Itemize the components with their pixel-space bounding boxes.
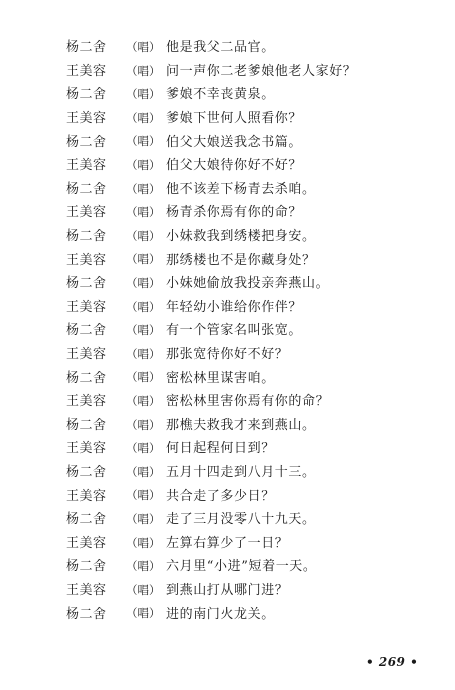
dialogue-line	[66, 154, 426, 178]
dialogue-line	[66, 414, 426, 438]
speaker-name: 杨二舍	[66, 323, 107, 339]
singing-mark: （唱）	[126, 87, 161, 102]
sung-line-text: 伯父大娘送我念书篇。	[166, 134, 303, 150]
speaker-name: 王美容	[66, 441, 107, 457]
dialogue-line	[66, 178, 426, 202]
singing-mark: （唱）	[126, 606, 161, 621]
sung-line-text: 小妹她偷放我投亲奔燕山。	[166, 276, 330, 292]
dialogue-line	[66, 225, 426, 249]
speaker-name: 王美容	[66, 347, 107, 363]
sung-line-text: 他是我父二品官。	[166, 40, 275, 56]
singing-mark: （唱）	[126, 323, 161, 338]
dialogue-line	[66, 319, 426, 343]
speaker-name: 王美容	[66, 488, 107, 504]
singing-mark: （唱）	[126, 275, 161, 290]
speaker-name: 杨二舍	[66, 512, 107, 528]
speaker-name: 王美容	[66, 394, 107, 410]
speaker-name: 杨二舍	[66, 40, 107, 56]
singing-mark: （唱）	[126, 535, 161, 550]
speaker-name: 杨二舍	[66, 87, 107, 103]
singing-mark: （唱）	[126, 110, 161, 125]
sung-line-text: 进的南门火龙关。	[166, 606, 275, 622]
singing-mark: （唱）	[126, 441, 161, 456]
speaker-name: 杨二舍	[66, 464, 107, 480]
sung-line-text: 那张宽待你好不好？	[166, 347, 289, 363]
speaker-name: 王美容	[66, 158, 107, 174]
speaker-name: 杨二舍	[66, 606, 107, 622]
dialogue-line	[66, 201, 426, 225]
speaker-name: 杨二舍	[66, 559, 107, 575]
dialogue-line	[66, 343, 426, 367]
singing-mark: （唱）	[126, 181, 161, 196]
sung-line-text: 到燕山打从哪门进？	[166, 582, 289, 598]
sung-line-text: 共合走了多少日？	[166, 488, 275, 504]
singing-mark: （唱）	[126, 63, 161, 78]
dialogue-line	[66, 107, 426, 131]
singing-mark: （唱）	[126, 158, 161, 173]
singing-mark: （唱）	[126, 370, 161, 385]
sung-line-text: 小妹救我到绣楼把身安。	[166, 229, 316, 245]
sung-line-text: 五月十四走到八月十三。	[166, 464, 316, 480]
singing-mark: （唱）	[126, 582, 161, 597]
speaker-name: 杨二舍	[66, 417, 107, 433]
speaker-name: 王美容	[66, 299, 107, 315]
speaker-name: 王美容	[66, 205, 107, 221]
sung-line-text: 有一个管家名叫张宽。	[166, 323, 303, 339]
speaker-name: 杨二舍	[66, 181, 107, 197]
dialogue-lines	[66, 36, 426, 626]
sung-line-text: 走了三月没零八十九天。	[166, 512, 316, 528]
speaker-name: 杨二舍	[66, 229, 107, 245]
sung-line-text: 何日起程何日到？	[166, 441, 275, 457]
speaker-name: 王美容	[66, 252, 107, 268]
sung-line-text: 伯父大娘待你好不好？	[166, 158, 303, 174]
dialogue-line	[66, 437, 426, 461]
dialogue-line	[66, 83, 426, 107]
dialogue-line	[66, 248, 426, 272]
singing-mark: （唱）	[126, 488, 161, 503]
singing-mark: （唱）	[126, 205, 161, 220]
dialogue-line	[66, 461, 426, 485]
sung-line-text: 杨青杀你焉有你的命？	[166, 205, 303, 221]
speaker-name: 杨二舍	[66, 370, 107, 386]
dialogue-line	[66, 508, 426, 532]
speaker-name: 王美容	[66, 63, 107, 79]
singing-mark: （唱）	[126, 346, 161, 361]
sung-line-text: 那绣楼也不是你藏身处？	[166, 252, 316, 268]
singing-mark: （唱）	[126, 252, 161, 267]
sung-line-text: 六月里“小进”短着一天。	[166, 559, 317, 575]
singing-mark: （唱）	[126, 464, 161, 479]
dialogue-line	[66, 36, 426, 60]
page-number: • 269 •	[366, 655, 419, 669]
sung-line-text: 那樵夫救我才来到燕山。	[166, 417, 316, 433]
dialogue-line	[66, 484, 426, 508]
dialogue-line	[66, 130, 426, 154]
sung-line-text: 问一声你二老爹娘他老人家好？	[166, 63, 357, 79]
speaker-name: 杨二舍	[66, 134, 107, 150]
sung-line-text: 爹娘下世何人照看你？	[166, 111, 303, 127]
dialogue-line	[66, 555, 426, 579]
singing-mark: （唱）	[126, 40, 161, 55]
sung-line-text: 左算右算少了一日？	[166, 535, 289, 551]
dialogue-line	[66, 531, 426, 555]
dialogue-line	[66, 602, 426, 626]
speaker-name: 王美容	[66, 582, 107, 598]
speaker-name: 王美容	[66, 535, 107, 551]
singing-mark: （唱）	[126, 299, 161, 314]
singing-mark: （唱）	[126, 134, 161, 149]
speaker-name: 王美容	[66, 111, 107, 127]
sung-line-text: 密松林里害你焉有你的命？	[166, 394, 330, 410]
dialogue-line	[66, 60, 426, 84]
sung-line-text: 他不该差下杨青去杀咱。	[166, 181, 316, 197]
sung-line-text: 密松林里谋害咱。	[166, 370, 275, 386]
singing-mark: （唱）	[126, 393, 161, 408]
dialogue-line	[66, 296, 426, 320]
dialogue-line	[66, 272, 426, 296]
dialogue-line	[66, 579, 426, 603]
dialogue-line	[66, 390, 426, 414]
sung-line-text: 年轻幼小谁给你作伴？	[166, 299, 303, 315]
singing-mark: （唱）	[126, 511, 161, 526]
dialogue-line	[66, 366, 426, 390]
speaker-name: 杨二舍	[66, 276, 107, 292]
sung-line-text: 爹娘不幸丧黄泉。	[166, 87, 275, 103]
singing-mark: （唱）	[126, 228, 161, 243]
singing-mark: （唱）	[126, 417, 161, 432]
singing-mark: （唱）	[126, 559, 161, 574]
